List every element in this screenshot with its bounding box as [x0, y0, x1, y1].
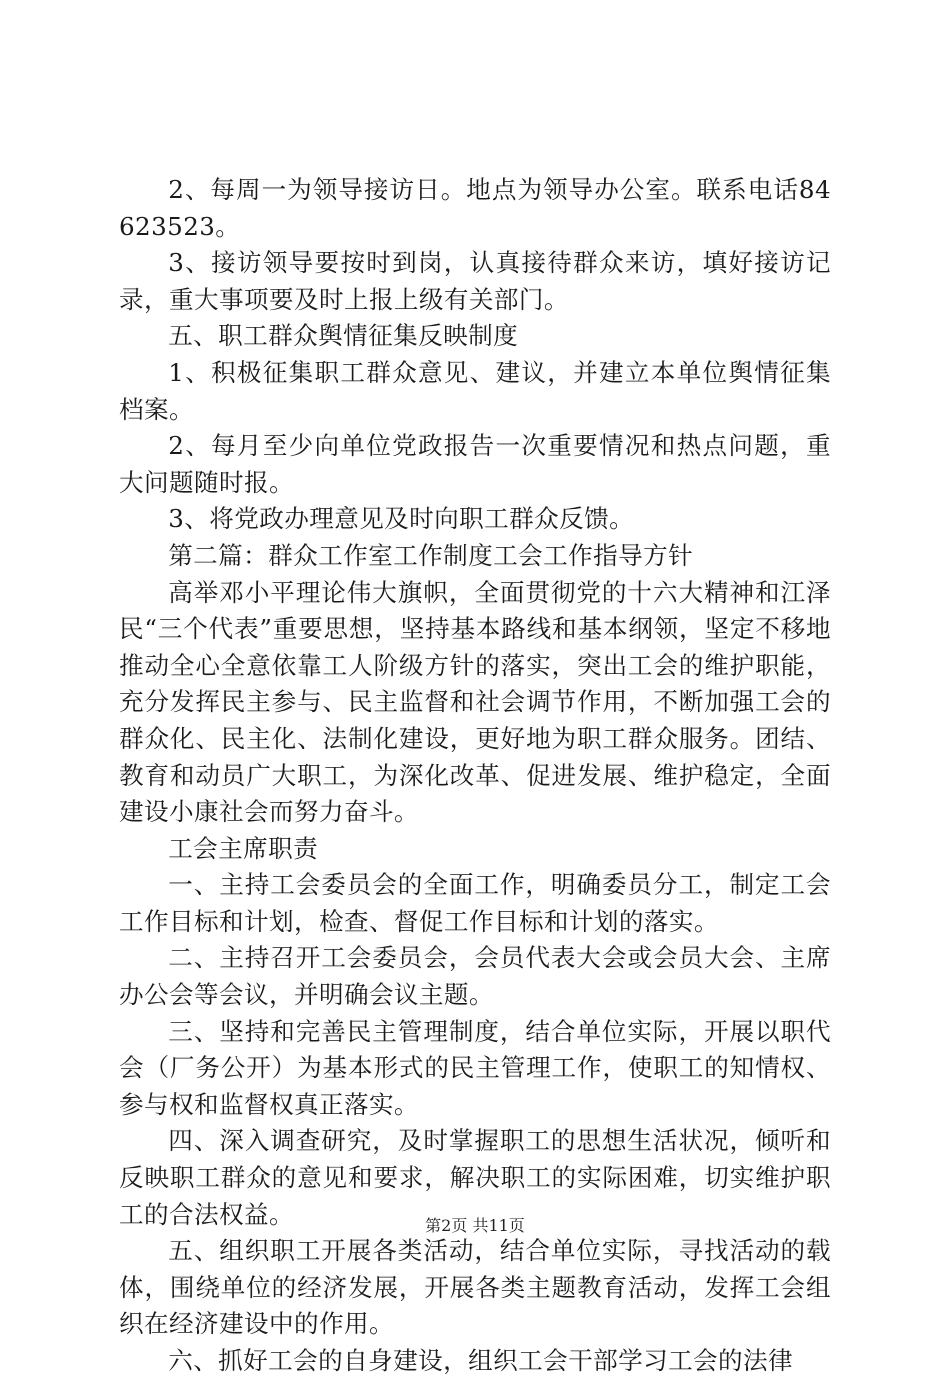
paragraph: 四、深入调查研究，及时掌握职工的思想生活状况，倾听和反映职工群众的意见和要求，解决职工的实际困难，切实维护职工的合法权益。: [119, 1126, 831, 1229]
paragraph: 三、坚持和完善民主管理制度，结合单位实际，开展以职代会（厂务公开）为基本形式的民主管理工作，使职工的知情权、参与权和监督权真正落实。: [119, 1016, 831, 1119]
paragraph: 3、将党政办理意见及时向职工群众反馈。: [168, 504, 635, 534]
section-heading: 五、职工群众舆情征集反映制度: [168, 321, 519, 351]
section-heading: 工会主席职责: [168, 833, 319, 863]
paragraph: 高举邓小平理论伟大旗帜，全面贯彻党的十六大精神和江泽民“三个代表”重要思想，坚持基本路线和基本纲领，坚定不移地推动全心全意依靠工人阶级方针的落实，突出工会的维护职能，充分发挥民主参与、民主监督和社会调节作用，不断加强工会的群众化、民主化、法制化建设，更好地为职工群众服务。团结、教育和动员广大职工，为深化改革、促进发展、维护稳定，全面建设小康社会而努力奋斗。: [119, 577, 831, 827]
paragraph: 五、组织职工开展各类活动，结合单位实际，寻找活动的载体，围绕单位的经济发展，开展各类主题教育活动，发挥工会组织在经济建设中的作用。: [119, 1236, 831, 1339]
paragraph: 1、积极征集职工群众意见、建议，并建立本单位舆情征集档案。: [119, 357, 831, 424]
chapter-heading: 第二篇：群众工作室工作制度工会工作指导方针: [168, 540, 694, 570]
paragraph: 3、接访领导要按时到岗，认真接待群众来访，填好接访记录，重大事项要及时上报上级有关部门。: [119, 248, 831, 314]
page-number-footer: 第2页 共11页: [425, 1216, 525, 1235]
paragraph: 2、每月至少向单位党政报告一次重要情况和热点问题，重大问题随时报。: [119, 431, 831, 497]
paragraph: 二、主持召开工会委员会，会员代表大会或会员大会、主席办公会等会议，并明确会议主题。: [119, 943, 831, 1010]
document-body: [119, 172, 831, 1380]
paragraph: 一、主持工会委员会的全面工作，明确委员分工，制定工会工作目标和计划，检查、督促工作目标和计划的落实。: [119, 870, 831, 936]
paragraph: 2、每周一为领导接访日。地点为领导办公室。联系电话84623523。: [119, 175, 831, 241]
paragraph: 六、抓好工会的自身建设，组织工会干部学习工会的法律: [168, 1346, 794, 1375]
